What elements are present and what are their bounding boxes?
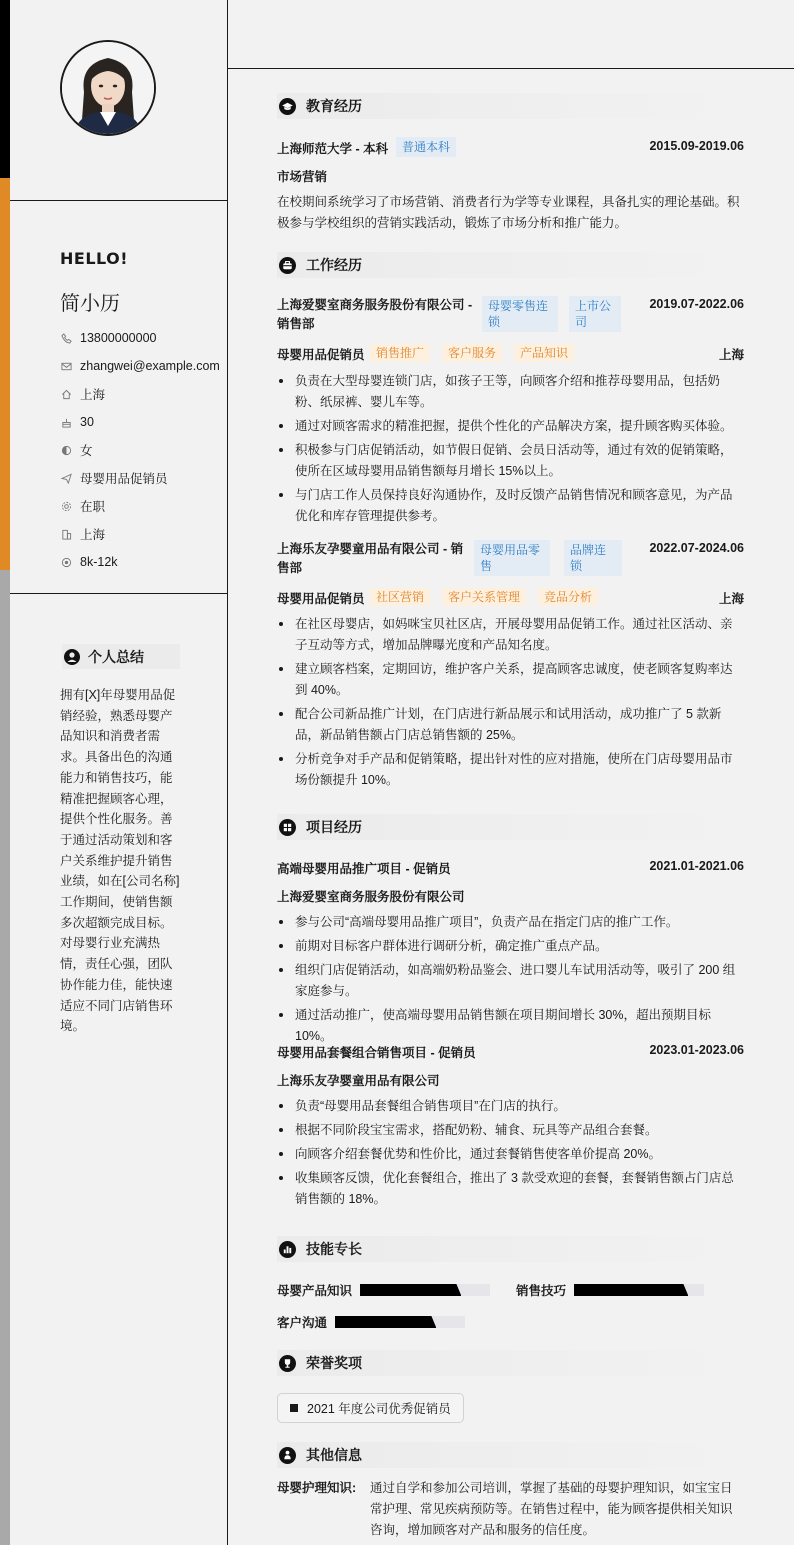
- info-gender: 女: [60, 436, 220, 464]
- summary-text: 拥有[X]年母婴用品促销经验，熟悉母婴产品知识和消费者需求。具备出色的沟通能力和销售技巧，能精准把握顾客心理，提供个性化服务。善于通过活动策划和客户关系维护提升销售业绩，如在[公司名称]工作期间，使销售额多次超额完成目标。对母婴行业充满热情，责任心强，团队协作能力佳，能快速适应不同门店销售环境。: [60, 688, 180, 1034]
- list-item: 根据不同阶段宝宝需求，搭配奶粉、辅食、玩具等产品组合套餐。: [277, 1120, 743, 1141]
- job-dates: 2019.07-2022.06: [649, 297, 744, 311]
- briefcase-icon: [279, 257, 296, 274]
- money-icon: [60, 556, 72, 568]
- gear-icon: [60, 500, 72, 512]
- grid-icon: [279, 819, 296, 836]
- skill-bar: [360, 1284, 490, 1296]
- divider: [10, 200, 228, 201]
- award-badge: 2021 年度公司优秀促销员: [277, 1393, 464, 1423]
- job-city: 上海: [718, 592, 744, 606]
- list-item: 参与公司“高端母婴用品推广项目”，负责产品在指定门店的推广工作。: [277, 912, 743, 933]
- strip-grey: [0, 570, 10, 1545]
- skill-tag: 社区营销: [370, 588, 430, 606]
- phone-icon: [60, 332, 72, 344]
- sidebar: [10, 0, 228, 1545]
- list-item: 分析竞争对手产品和促销策略，提出针对性的应对措施，使所在门店母婴用品市场份额提升 10%。: [277, 749, 743, 791]
- graduation-cap-icon: [279, 98, 296, 115]
- skill-tag: 客户关系管理: [442, 588, 526, 606]
- gender-icon: [60, 444, 72, 456]
- color-strip: [0, 0, 10, 1545]
- divider: [228, 68, 794, 69]
- project-company: 上海爱婴室商务服务股份有限公司: [277, 890, 465, 904]
- list-item: 前期对目标客户群体进行调研分析，确定推广重点产品。: [277, 936, 743, 957]
- skill-tag: 竞品分析: [538, 588, 598, 606]
- skill-bar: [574, 1284, 704, 1296]
- project-duties: [277, 912, 743, 1050]
- cake-icon: [60, 416, 72, 428]
- company-tag: 上市公司: [569, 296, 621, 332]
- other-label: 母婴护理知识:: [277, 1481, 357, 1495]
- education-description: 在校期间系统学习了市场营销、消费者行为学等专业课程，具备扎实的理论基础。积极参与学校组织的营销实践活动，锻炼了市场分析和推广能力。: [277, 195, 740, 230]
- strip-black: [0, 0, 10, 178]
- list-item: 向顾客介绍套餐优势和性价比，通过套餐销售使客单价提高 20%。: [277, 1144, 743, 1165]
- honors-heading: 荣誉奖项: [277, 1350, 743, 1376]
- avatar: [60, 40, 156, 136]
- candidate-name: 简小历: [60, 293, 120, 315]
- list-item: 在社区母婴店，如妈咪宝贝社区店，开展母婴用品促销工作。通过社区活动、亲子互动等方式，增加品牌曝光度和产品知名度。: [277, 614, 743, 656]
- mail-icon: [60, 360, 72, 372]
- skill-item: 母婴产品知识: [277, 1281, 490, 1299]
- project-name: 母婴用品套餐组合销售项目 - 促销员: [277, 1046, 476, 1060]
- skill-bar-fill: [360, 1284, 461, 1296]
- project-duties: [277, 1096, 743, 1213]
- list-item: 收集顾客反馈，优化套餐组合，推出了 3 款受欢迎的套餐，套餐销售额占门店总销售额的 18%。: [277, 1168, 743, 1210]
- list-item: 组织门店促销活动，如高端奶粉品鉴会、进口婴儿车试用活动等，吸引了 200 组家庭参与。: [277, 960, 743, 1002]
- project-company: 上海乐友孕婴童用品有限公司: [277, 1074, 440, 1088]
- info-email: zhangwei@example.com: [60, 352, 220, 380]
- info-city: 上海: [60, 520, 220, 548]
- company-name: 上海乐友孕婴童用品有限公司 - 销售部: [277, 542, 464, 575]
- education-tag: 普通本科: [396, 137, 456, 157]
- skill-tag: 产品知识: [514, 344, 574, 362]
- main-content: [228, 0, 794, 1545]
- people-icon: [279, 1447, 296, 1464]
- project-dates: 2023.01-2023.06: [649, 1043, 744, 1057]
- company-name: 上海爱婴室商务服务股份有限公司 - 销售部: [277, 298, 473, 331]
- education-dates: 2015.09-2019.06: [649, 139, 744, 153]
- trophy-icon: [279, 1355, 296, 1372]
- skill-bar-fill: [335, 1316, 436, 1328]
- education-heading: 教育经历: [277, 93, 743, 119]
- projects-heading: 项目经历: [277, 814, 743, 840]
- building-icon: [60, 528, 72, 540]
- skill-tag: 客户服务: [442, 344, 502, 362]
- contact-info: [60, 324, 220, 576]
- info-home: 上海: [60, 380, 220, 408]
- info-phone: 13800000000: [60, 324, 220, 352]
- strip-orange: [0, 178, 10, 570]
- list-item: 负责“母婴用品套餐组合销售项目”在门店的执行。: [277, 1096, 743, 1117]
- school-name: 上海师范大学 - 本科: [277, 142, 389, 156]
- list-item: 通过对顾客需求的精准把握，提供个性化的产品解决方案，提升顾客购买体验。: [277, 416, 743, 437]
- company-tag: 品牌连锁: [564, 540, 622, 576]
- info-salary: 8k-12k: [60, 548, 220, 576]
- job-city: 上海: [718, 348, 744, 362]
- other-text: 通过自学和参加公司培训，掌握了基础的母婴护理知识，如宝宝日常护理、常见疾病预防等。在销售过程中，能为顾客提供相关知识咨询，增加顾客对产品和服务的信任度。: [370, 1481, 733, 1537]
- project-dates: 2021.01-2021.06: [649, 859, 744, 873]
- project-name: 高端母婴用品推广项目 - 促销员: [277, 862, 451, 876]
- greeting: HELLO!: [60, 249, 129, 268]
- list-item: 负责在大型母婴连锁门店，如孩子王等，向顾客介绍和推荐母婴用品，包括奶粉、纸尿裤、婴儿车等。: [277, 371, 743, 413]
- skill-bar: [335, 1316, 465, 1328]
- info-age: 30: [60, 408, 220, 436]
- skills-heading: 技能专长: [277, 1236, 743, 1262]
- other-heading: 其他信息: [277, 1442, 743, 1468]
- summary-heading: 个人总结: [62, 644, 180, 669]
- list-item: 配合公司新品推广计划，在门店进行新品展示和试用活动，成功推广了 5 款新品，新品销售额占门店总销售额的 25%。: [277, 704, 743, 746]
- home-icon: [60, 388, 72, 400]
- job-duties: [277, 371, 743, 530]
- bar-chart-icon: [279, 1241, 296, 1258]
- send-icon: [60, 472, 72, 484]
- job-position: 母婴用品促销员: [277, 348, 365, 362]
- job-dates: 2022.07-2024.06: [649, 541, 744, 555]
- info-position: 母婴用品促销员: [60, 464, 220, 492]
- user-icon: [64, 649, 80, 665]
- skill-bar-fill: [574, 1284, 688, 1296]
- skill-item: 销售技巧: [516, 1281, 704, 1299]
- company-tag: 母婴零售连锁: [482, 296, 558, 332]
- skill-tag: 销售推广: [370, 344, 430, 362]
- job-duties: [277, 614, 743, 794]
- list-item: 与门店工作人员保持良好沟通协作，及时反馈产品销售情况和顾客意见，为产品优化和库存管理提供参考。: [277, 485, 743, 527]
- skill-item: 客户沟通: [277, 1313, 465, 1331]
- list-item: 积极参与门店促销活动，如节假日促销、会员日活动等，通过有效的促销策略，使所在区域母婴用品销售额每月增长 15%以上。: [277, 440, 743, 482]
- job-position: 母婴用品促销员: [277, 592, 365, 606]
- list-item: 通过活动推广，使高端母婴用品销售额在项目期间增长 30%，超出预期目标 10%。: [277, 1005, 743, 1047]
- square-bullet-icon: [290, 1404, 298, 1412]
- info-status: 在职: [60, 492, 220, 520]
- divider: [10, 593, 228, 594]
- company-tag: 母婴用品零售: [474, 540, 550, 576]
- list-item: 建立顾客档案，定期回访，维护客户关系，提高顾客忠诚度，使老顾客复购率达到 40%。: [277, 659, 743, 701]
- major: 市场营销: [277, 170, 328, 184]
- work-heading: 工作经历: [277, 252, 743, 278]
